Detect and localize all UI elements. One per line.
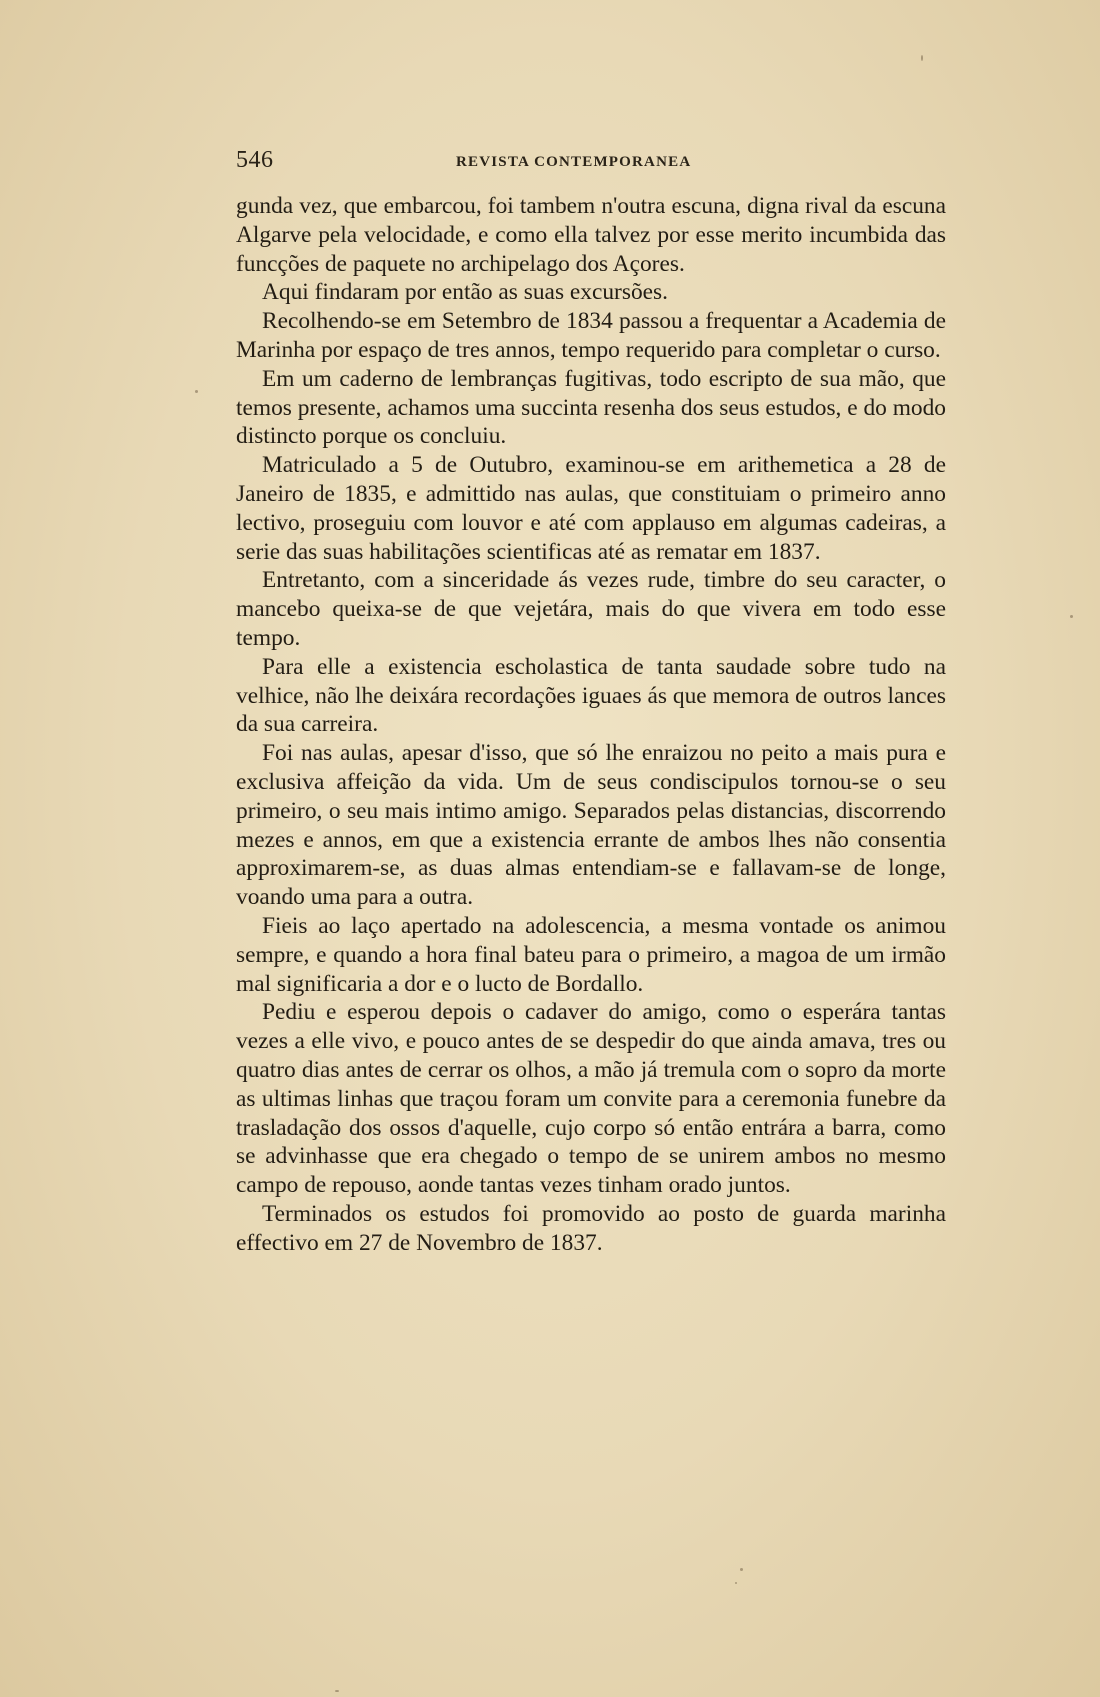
paragraph: gunda vez, que embarcou, foi tambem n'outra escuna, digna rival da escuna Algarve pela velocidade, e como ella talvez por esse merito incumbida das funcções de paquete no archipelago dos Açores.: [236, 193, 946, 277]
running-head: REVISTA CONTEMPORANEA: [456, 154, 692, 170]
speck: [1070, 615, 1073, 618]
page-number: 546: [236, 147, 274, 173]
speck: [735, 1582, 737, 1584]
paragraph: Fieis ao laço apertado na adolescencia, a mesma vontade os animou sempre, e quando a hora final bateu para o primeiro, a magoa de um irmão mal significaria a dor e o lucto de Bordallo.: [236, 912, 946, 997]
paragraph: Foi nas aulas, apesar d'isso, que só lhe enraizou no peito a mais pura e exclusiva affeição da vida. Um de seus condiscipulos tornou-se o seu primeiro, o seu mais intimo amigo. Separados pelas distancias, discorrendo mezes e annos, em que a existencia errante de ambos lhes não consentia approximarem-se, as duas almas entendiam-se e fallavam-se de longe, voando uma para a outra.: [236, 740, 946, 911]
paragraph: Pediu e esperou depois o cadaver do amigo, como o esperára tantas vezes a elle vivo, e pouco antes de se despedir do que ainda amava, tres ou quatro dias antes de cerrar os olhos, a mão já tremula com o sopro da morte as ultimas linhas que traçou foram um convite para a ceremonia funebre da trasladação dos ossos d'aquelle, cujo corpo só então entrára a barra, como se advinhasse que era chegado o tempo de se unirem ambos no mesmo campo de repouso, aonde tantas vezes tinham orado juntos.: [236, 999, 946, 1199]
paragraph: Matriculado a 5 de Outubro, examinou-se em arithemetica a 28 de Janeiro de 1835, e admittido nas aulas, que constituiam o primeiro anno lectivo, proseguiu com louvor e até com applauso em algumas cadeiras, a serie das suas habilitações scientificas até as rematar em 1837.: [236, 452, 946, 565]
paragraph: Aqui findaram por então as suas excursões.: [262, 279, 668, 306]
page-header: [236, 147, 946, 177]
paragraph: Entretanto, com a sinceridade ás vezes rude, timbre do seu caracter, o mancebo queixa-se de que vejetára, mais do que vivera em todo esse tempo.: [236, 567, 946, 651]
speck: [740, 1568, 743, 1571]
speck: [335, 1690, 339, 1692]
body-text: [236, 192, 946, 1257]
paragraph: Em um caderno de lembranças fugitivas, todo escripto de sua mão, que temos presente, achamos uma succinta resenha dos seus estudos, e do modo distincto porque os concluiu.: [236, 365, 946, 450]
paragraph: Para elle a existencia escholastica de tanta saudade sobre tudo na velhice, não lhe deixára recordações iguaes ás que memora de outros lances da sua carreira.: [236, 653, 946, 738]
paragraph: Recolhendo-se em Setembro de 1834 passou a frequentar a Academia de Marinha por espaço de tres annos, tempo requerido para completar o curso.: [236, 308, 946, 363]
speck: [921, 55, 923, 61]
paragraph: Terminados os estudos foi promovido ao posto de guarda marinha effectivo em 27 de Novembro de 1837.: [236, 1200, 946, 1256]
speck: [195, 390, 198, 393]
